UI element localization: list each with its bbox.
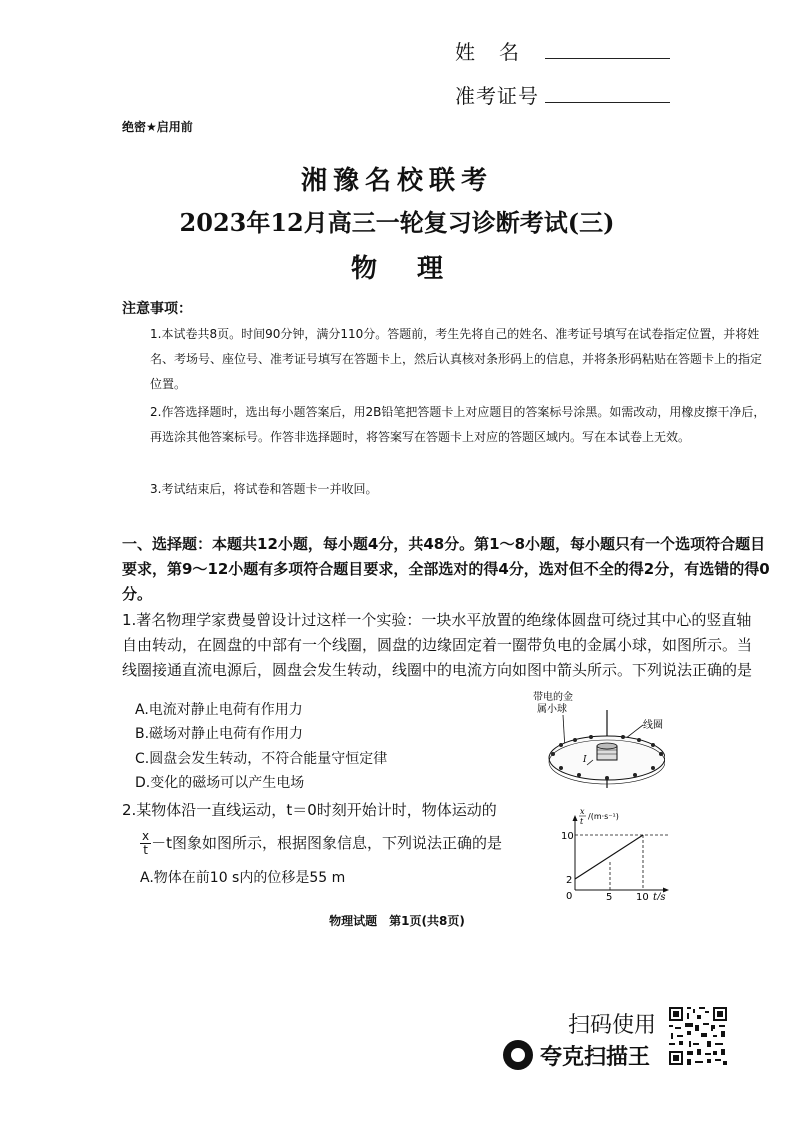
name-label: 姓 名	[455, 40, 521, 64]
graph-ylabel-num: x	[580, 807, 585, 816]
fraction-denominator: t	[143, 843, 148, 857]
figure-label-balls-1: 带电的金	[533, 692, 573, 703]
question-2-stem-a: 2.某物体沿一直线运动，t＝0时刻开始计时，物体运动的	[122, 801, 497, 819]
exam-union-title: 湘豫名校联考	[300, 166, 493, 196]
graph-xlabel: t/s	[653, 892, 666, 900]
figure-label-current: I	[583, 755, 587, 765]
graph-line	[575, 835, 643, 879]
question-2-stem-b-line	[140, 830, 560, 857]
qr-code-icon[interactable]	[667, 1005, 729, 1067]
section-heading: 一、选择题：本题共12小题，每小题4分，共48分。第1～8小题，每小题只有一个选项符合题目要求，第9～12小题有多项符合题目要求，全部选对的得4分，选对但不全的得2分，有选错的得0分。	[122, 535, 770, 603]
notice-item-2: 2.作答选择题时，选出每小题答案后，用2B铅笔把答题卡上对应题目的答案标号涂黑。如需改动，用橡皮擦干净后，再选涂其他答案标号。作答非选择题时，将答案写在答题卡上对应的答题区域内。写在本试卷上无效。	[150, 405, 766, 444]
graph-ytick-10: 10	[561, 831, 574, 842]
question-1-option-a: A.电流对静止电荷有作用力	[135, 702, 303, 718]
exam-title: 2023年12月高三一轮复习诊断考试(三)	[179, 208, 615, 237]
scan-prompt: 扫码使用	[568, 1013, 657, 1038]
graph-xtick-10: 10	[636, 892, 649, 900]
figure-label-balls-2: 属小球	[537, 704, 567, 715]
notice-heading: 注意事项：	[122, 301, 192, 317]
brand-logo-icon	[503, 1040, 533, 1070]
question-1-option-b: B.磁场对静止电荷有作用力	[135, 726, 304, 742]
graph-origin: 0	[566, 891, 573, 900]
secret-mark: 绝密★启用前	[122, 120, 193, 134]
question-1-stem: 1.著名物理学家费曼曾设计过这样一个实验：一块水平放置的绝缘体圆盘可绕过其中心的竖直轴自由转动，在圆盘的中部有一个线圈，圆盘的边缘固定着一圈带负电的金属小球，如图所示。当线圈接通直流电源后，圆盘会发生转动，线圈中的电流方向如图中箭头所示。下列说法正确的是	[122, 611, 753, 679]
notice-item-1: 1.本试卷共8页。时间90分钟，满分110分。答题前，考生先将自己的姓名、准考证号填写在试卷指定位置，并将姓名、考场号、座位号、准考证号填写在答题卡上，然后认真核对条形码上的信息，并将条形码粘贴在答题卡上的指定位置。	[150, 327, 763, 391]
subject-title: 物理	[350, 254, 483, 284]
disc-coil-figure	[525, 690, 665, 790]
exam-id-label: 准考证号	[455, 84, 539, 108]
fraction-x-over-t	[140, 830, 151, 857]
notice-item-3: 3.考试结束后，将试卷和答题卡一并收回。	[150, 482, 378, 496]
brand-name: 夸克扫描王	[540, 1045, 651, 1070]
velocity-time-graph	[555, 805, 680, 900]
name-field[interactable]	[545, 36, 670, 59]
question-2-stem-b: －t图象如图所示，根据图象信息，下列说法正确的是	[151, 834, 502, 852]
figure-label-coil: 线圈	[643, 720, 663, 731]
exam-id-field[interactable]	[545, 80, 670, 103]
graph-xtick-5: 5	[606, 892, 613, 900]
question-2-option-a: A.物体在前10 s内的位移是55 m	[140, 870, 346, 886]
graph-ylabel-unit: /(m·s⁻¹)	[588, 812, 619, 821]
question-1-option-c: C.圆盘会发生转动，不符合能量守恒定律	[135, 751, 388, 767]
question-1-option-d: D.变化的磁场可以产生电场	[135, 775, 305, 791]
graph-ylabel-den: t	[580, 817, 584, 826]
fraction-numerator: x	[142, 829, 150, 843]
graph-ytick-2: 2	[566, 875, 573, 886]
page-footer: 物理试题 第1页(共8页)	[329, 914, 465, 928]
